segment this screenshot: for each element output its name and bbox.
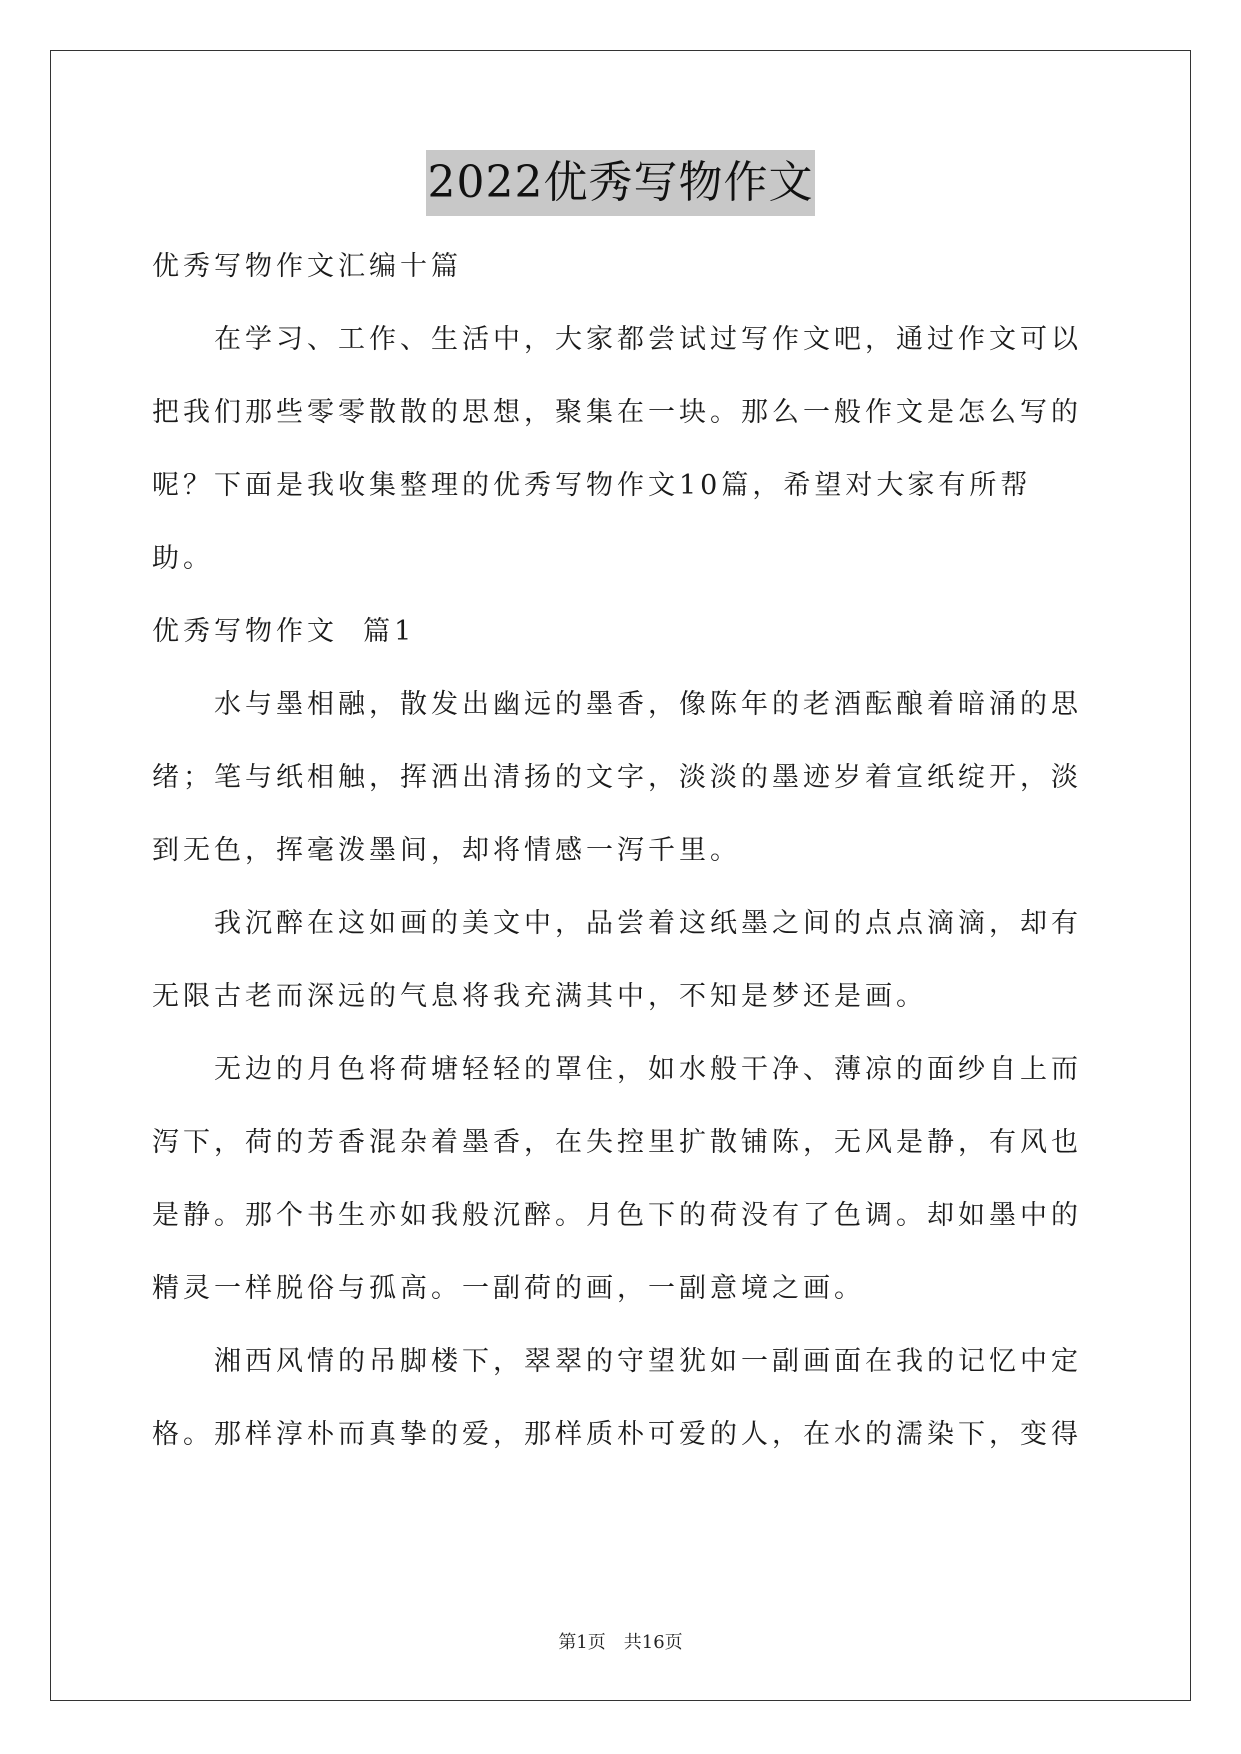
body-paragraph: 湘西风情的吊脚楼下，翠翠的守望犹如一副画面在我的记忆中定格。那样淳朴而真挚的爱，那样质朴可爱的人，在水的濡染下，变得 [152, 1346, 1082, 1450]
page-footer [0, 1628, 1241, 1654]
body-paragraph: 无边的月色将荷塘轻轻的罩住，如水般干净、薄凉的面纱自上而泻下，荷的芳香混杂着墨香，在失控里扩散铺陈，无风是静，有风也是静。那个书生亦如我般沉醉。月色下的荷没有了色调。却如墨中的精灵一样脱俗与孤高。一副荷的画，一副意境之画。 [152, 1054, 1082, 1304]
document-body [152, 230, 1092, 1471]
intro-paragraph: 在学习、工作、生活中，大家都尝试过写作文吧，通过作文可以把我们那些零零散散的思想，聚集在一块。那么一般作文是怎么写的呢？下面是我收集整理的优秀写物作文10篇，希望对大家有所帮助。 [152, 324, 1082, 574]
page-number: 第1页 [558, 1632, 606, 1653]
section-heading: 优秀写物作文 篇1 [152, 616, 416, 647]
body-paragraph: 水与墨相融，散发出幽远的墨香，像陈年的老酒酝酿着暗涌的思绪；笔与纸相触，挥洒出清扬的文字，淡淡的墨迹岁着宣纸绽开，淡到无色，挥毫泼墨间，却将情感一泻千里。 [152, 689, 1082, 866]
document-subtitle: 优秀写物作文汇编十篇 [152, 251, 462, 282]
page-total: 共16页 [623, 1632, 683, 1653]
document-title: 2022优秀写物作文 [426, 150, 816, 216]
title-container [0, 150, 1241, 216]
body-paragraph: 我沉醉在这如画的美文中，品尝着这纸墨之间的点点滴滴，却有无限古老而深远的气息将我充满其中，不知是梦还是画。 [152, 908, 1082, 1012]
